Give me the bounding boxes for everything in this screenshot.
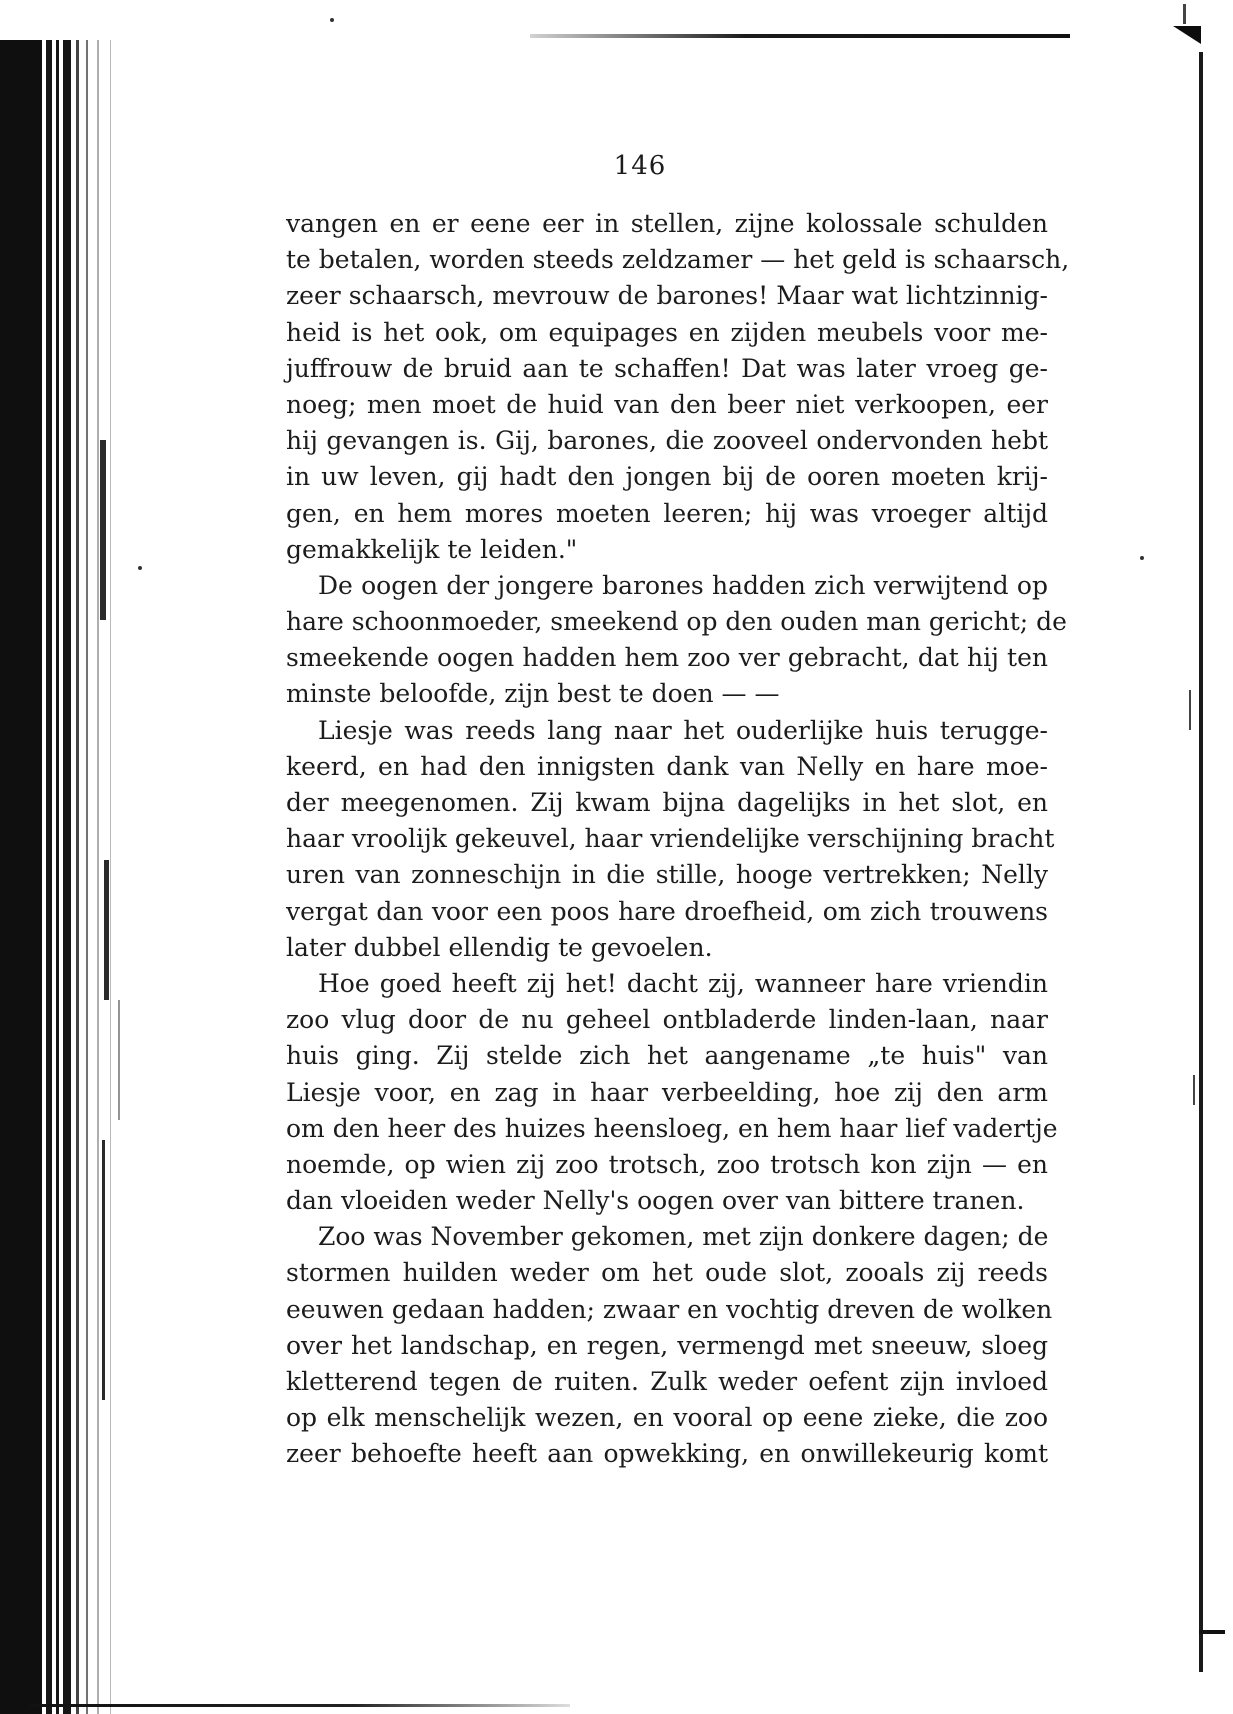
right-page-edge	[1133, 0, 1233, 1714]
text-line: keerd, en had den innigsten dank van Nelly en hare moe-	[286, 751, 1048, 781]
text-line: haar vroolijk gekeuvel, haar vriendelijke verschijning bracht	[286, 824, 1055, 854]
text-line: kletterend tegen de ruiten. Zulk weder oefent zijn invloed	[286, 1367, 1048, 1396]
text-line: over het landschap, en regen, vermengd met sneeuw, sloeg	[286, 1330, 1048, 1360]
text-line: hare schoonmoeder, smeekend op den ouden man gericht; de	[286, 607, 1067, 637]
text-line: uren van zonneschijn in die stille, hooge vertrekken; Nelly	[286, 860, 1048, 890]
text-line: zeer behoefte heeft aan opwekking, en onwillekeurig komt	[286, 1439, 1048, 1469]
text-line: stormen huilden weder om het oude slot, zooals zij reeds	[286, 1258, 1048, 1288]
text-line: heid is het ook, om equipages en zijden meubels voor me-	[286, 317, 1048, 347]
text-line: Zoo was November gekomen, met zijn donkere dagen; de	[318, 1222, 1049, 1252]
text-line: eeuwen gedaan hadden; zwaar en vochtig dreven de wolken	[286, 1294, 1053, 1324]
text-line: vangen en er eene eer in stellen, zijne kolossale schulden	[286, 209, 1048, 238]
text-line: gen, en hem mores moeten leeren; hij was vroeger altijd	[286, 498, 1048, 528]
text-line: huis ging. Zij stelde zich het aangename „te huis" van	[286, 1041, 1048, 1071]
text-line: De oogen der jongere barones hadden zich verwijtend op	[318, 570, 1048, 600]
text-line: minste beloofde, zijn best te doen — —	[286, 679, 780, 709]
text-line: Liesje voor, en zag in haar verbeelding, hoe zij den arm	[286, 1077, 1048, 1107]
page-number: 146	[613, 151, 667, 181]
text-line: zoo vlug door de nu geheel ontbladerde linden-laan, naar	[286, 1005, 1048, 1035]
text-line: noemde, op wien zij zoo trotsch, zoo trotsch kon zijn — en	[286, 1149, 1048, 1179]
book-binding-edge	[0, 40, 128, 1714]
text-line: Liesje was reeds lang naar het ouderlijke huis terugge-	[318, 715, 1048, 745]
text-line: later dubbel ellendig te gevoelen.	[286, 932, 713, 962]
text-line: gemakkelijk te leiden."	[286, 534, 578, 564]
body-text	[286, 206, 1070, 1473]
top-scan-edge	[530, 34, 1070, 38]
text-line: der meegenomen. Zij kwam bijna dagelijks in het slot, en	[286, 788, 1048, 817]
text-line: noeg; men moet de huid van den beer niet verkoopen, eer	[286, 389, 1048, 419]
text-line: smeekende oogen hadden hem zoo ver gebracht, dat hij ten	[286, 643, 1048, 673]
text-line: juffrouw de bruid aan te schaffen! Dat was later vroeg ge-	[286, 353, 1048, 383]
text-line: op elk menschelijk wezen, en vooral op eene zieke, die zoo	[286, 1403, 1048, 1433]
text-line: hij gevangen is. Gij, barones, die zooveel ondervonden hebt	[286, 426, 1048, 456]
text-line: te betalen, worden steeds zeldzamer — het geld is schaarsch,	[286, 245, 1070, 275]
text-line: om den heer des huizes heensloeg, en hem haar lief vadertje	[286, 1113, 1058, 1143]
bottom-scan-edge	[30, 1704, 570, 1707]
text-line: in uw leven, gij hadt den jongen bij de ooren moeten krij-	[286, 462, 1048, 492]
text-line: zeer schaarsch, mevrouw de barones! Maar wat lichtzinnig-	[286, 281, 1048, 311]
text-line: Hoe goed heeft zij het! dacht zij, wanneer hare vriendin	[318, 968, 1048, 998]
text-line: dan vloeiden weder Nelly's oogen over van bittere tranen.	[286, 1186, 1025, 1216]
text-line: vergat dan voor een poos hare droefheid, om zich trouwens	[286, 896, 1048, 926]
